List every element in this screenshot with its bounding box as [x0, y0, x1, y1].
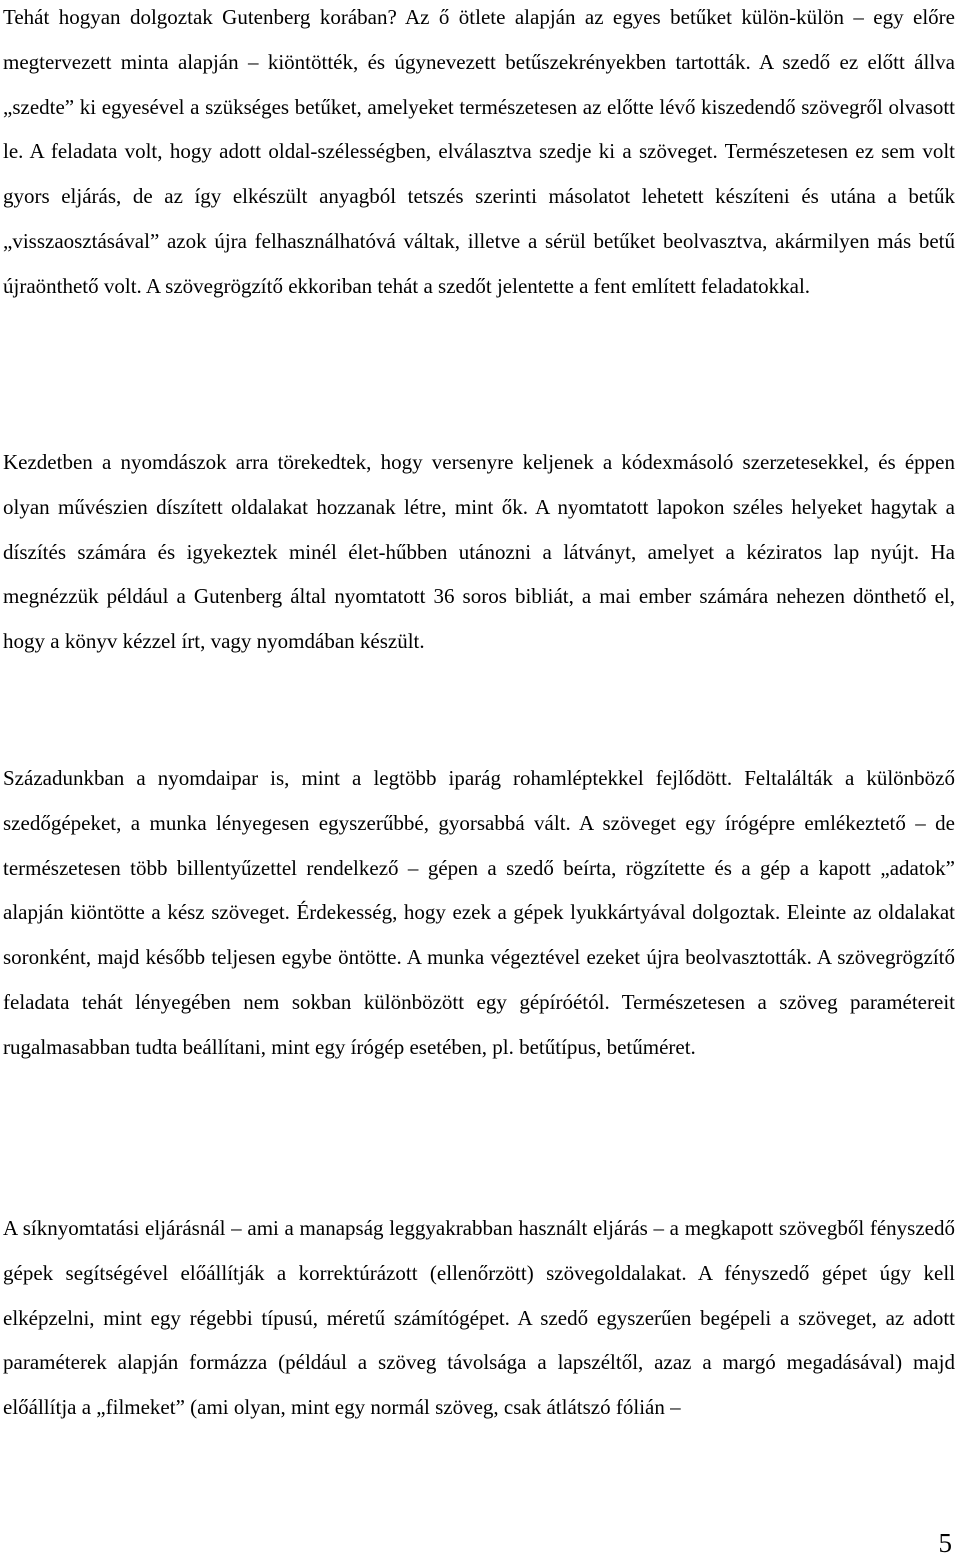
paragraph-gutenberg-era: Tehát hogyan dolgoztak Gutenberg korában? Az ő ötlete alapján az egyes betűket külön-külön – egy előre megtervezett minta alapján – kiöntötték, és úgynevezett betűszekrényekben tartották. A szedő ez előtt állva „szedte” ki egyesével a szükséges betűket, amelyeket természetesen az előtte lévő kiszedendő szövegről olvasott le. A feladata volt, hogy adott oldal-szélességben, elválasztva szedje ki a szöveget. Természetesen ez sem volt gyors eljárás, de az így elkészült anyagból tetszés szerinti másolatot lehetett készíteni és utána a betűk „visszaosztásával” azok újra felhasználhatóvá váltak, illetve a sérül betűket beolvasztva, akármilyen más betű újraönthető volt. A szövegrögzítő ekkoriban tehát a szedőt jelentette a fent említett feladatokkal. — [3, 5, 955, 298]
paragraph-offset-printing: A síknyomtatási eljárásnál – ami a manapság leggyakrabban használt eljárás – a megkapott szövegből fényszedő gépek segítségével előállítják a korrektúrázott (ellenőrzött) szövegoldalakat. A fényszedő gépet úgy kell elképzelni, mint egy régebbi típusú, méretű számítógépet. A szedő egyszerűen begépeli a szöveget, az adott paraméterek alapján formázza (például a szöveg távolsága a lapszéltől, azaz a margó megadásával) majd előállítja a „filmeket” (ami olyan, mint egy normál szöveg, csak átlátszó fólián – — [3, 1216, 955, 1420]
page-number: 5 — [938, 1528, 952, 1558]
paragraph-early-printers: Kezdetben a nyomdászok arra törekedtek, hogy versenyre keljenek a kódexmásoló szerzetesekkel, és éppen olyan művészien díszített oldalakat hozzanak létre, mint ők. A nyomtatott lapokon széles helyeket hagytak a díszítés számára és igyekeztek minél élet-hűbben utánozni a látványt, amelyet a kéziratos lap nyújt. Ha megnézzük például a Gutenberg által nyomtatott 36 soros bibliát, a mai ember számára nehezen dönthető el, hogy a könyv kézzel írt, vagy nyomdában készült. — [3, 450, 955, 654]
paragraph-typesetting-machines: Századunkban a nyomdaipar is, mint a legtöbb iparág rohamléptekkel fejlődött. Feltalálták a különböző szedőgépeket, a munka lényegesen egyszerűbbé, gyorsabbá vált. A szöveget egy írógépre emlékeztető – de természetesen több billentyűzettel rendelkező – gépen a szedő beírta, rögzítette és a gép a kapott „adatok” alapján kiöntötte a kész szöveget. Érdekesség, hogy ezek a gépek lyukkártyával dolgoztak. Eleinte az oldalakat soronként, majd később teljesen egybe öntötte. A munka végeztével ezeket újra beolvasztották. A szövegrögzítő feladata tehát lényegében nem sokban különbözött egy gépíróétól. Természetesen a szöveg paramétereit rugalmasabban tudta beállítani, mint egy írógép esetében, pl. betűtípus, betűméret. — [3, 766, 955, 1059]
